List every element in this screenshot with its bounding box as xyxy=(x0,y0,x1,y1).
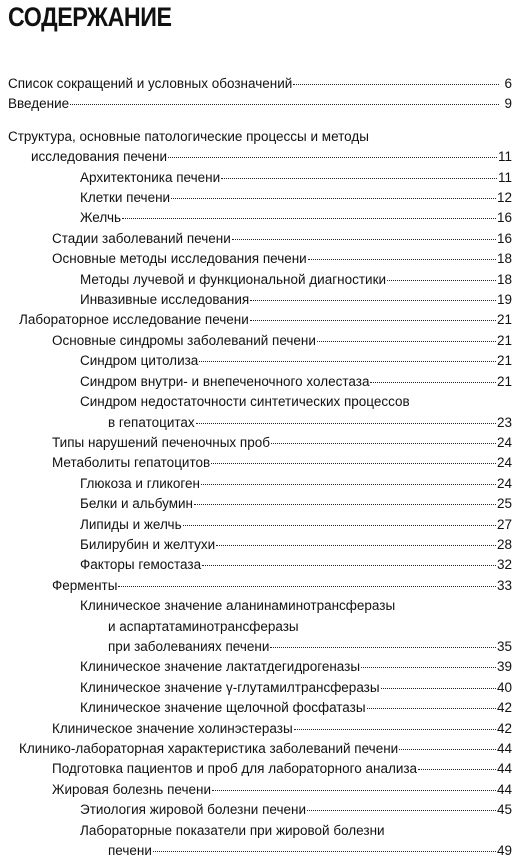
toc-entry-title-line: Типы нарушений печеночных проб xyxy=(52,434,270,450)
dot-leader xyxy=(168,156,497,158)
toc-entry[interactable] xyxy=(0,188,520,208)
toc-page-number: 44 xyxy=(496,761,512,777)
toc-entry[interactable] xyxy=(0,127,520,168)
toc-entry-title-line: Клиническое значение аланинаминотрансферазы xyxy=(80,598,396,614)
toc-page-number: 18 xyxy=(496,271,512,287)
dot-leader xyxy=(367,707,496,709)
toc-entry[interactable] xyxy=(0,270,520,290)
dot-leader xyxy=(212,789,496,791)
toc-entry-title-line: Стадии заболеваний печени xyxy=(52,230,231,246)
toc-page-number: 40 xyxy=(496,679,512,695)
toc-entry-title-line: в гепатоцитах xyxy=(108,414,195,430)
toc-entry[interactable] xyxy=(0,800,520,820)
dot-leader xyxy=(270,646,496,648)
toc-entry[interactable] xyxy=(0,739,520,759)
page-title: СОДЕРЖАНИЕ xyxy=(8,2,172,32)
dot-leader xyxy=(196,422,496,424)
dot-leader xyxy=(418,768,496,770)
toc-entry-title-line: Синдром внутри- и внепеченочного холестаза xyxy=(80,373,370,389)
toc-entry-title-line: Клиническое значение щелочной фосфатазы xyxy=(80,700,366,716)
toc-entry[interactable] xyxy=(0,719,520,739)
dot-leader xyxy=(271,442,496,444)
toc-entry[interactable] xyxy=(0,515,520,535)
dot-leader xyxy=(201,483,496,485)
toc-entry-title-line: Ферменты xyxy=(52,577,118,593)
toc-entry-title-line: и аспартатаминотрансферазы xyxy=(108,618,299,634)
toc-entry-title-line: Глюкоза и гликоген xyxy=(80,475,200,491)
toc-page-number: 21 xyxy=(496,332,512,348)
toc-page-number: 42 xyxy=(496,720,512,736)
toc-page-number: 18 xyxy=(496,251,512,267)
dot-leader xyxy=(70,103,499,105)
toc-entry[interactable] xyxy=(0,94,520,114)
toc-entry[interactable] xyxy=(0,433,520,453)
toc-entry-title-line: Список сокращений и условных обозначений xyxy=(8,76,293,91)
toc-entry-title-line: Клинико-лабораторная характеристика заболеваний печени xyxy=(19,741,399,756)
dot-leader xyxy=(387,279,496,281)
toc-page-number: 35 xyxy=(496,638,512,654)
dot-leader xyxy=(250,319,496,321)
toc-entry-title-line: Клиническое значение холинэстеразы xyxy=(52,720,293,736)
toc-entry[interactable] xyxy=(0,249,520,269)
toc-entry-title-line: Методы лучевой и функциональной диагностики xyxy=(80,271,387,287)
toc-entry[interactable] xyxy=(0,535,520,555)
toc-entry[interactable] xyxy=(0,759,520,779)
toc-entry-title-line: Белки и альбумин xyxy=(80,496,194,512)
toc-page-number: 11 xyxy=(497,169,512,185)
toc-page-number: 49 xyxy=(496,843,512,859)
toc-entry[interactable] xyxy=(0,392,520,433)
toc-page-number: 33 xyxy=(496,577,512,593)
dot-leader xyxy=(308,258,496,260)
toc-entry[interactable] xyxy=(0,229,520,249)
toc-page-number: 21 xyxy=(496,373,512,389)
toc-page-number: 39 xyxy=(496,659,512,675)
dot-leader xyxy=(294,728,496,730)
toc-entry[interactable] xyxy=(0,208,520,228)
toc-entry[interactable] xyxy=(0,310,520,330)
toc-page-number: 24 xyxy=(496,455,512,471)
toc-entry-title-line: Желчь xyxy=(80,210,122,226)
toc-entry[interactable] xyxy=(0,555,520,575)
toc-entry-title-line: Жировая болезнь печени xyxy=(52,781,211,797)
toc-entry-title-line: Инвазивные исследования xyxy=(80,292,250,308)
dot-leader xyxy=(361,666,496,668)
toc-page-number: 44 xyxy=(496,741,512,756)
table-of-contents xyxy=(0,74,520,861)
dot-leader xyxy=(381,687,496,689)
toc-entry[interactable] xyxy=(0,596,520,657)
toc-entry[interactable] xyxy=(0,453,520,473)
toc-entry[interactable] xyxy=(0,474,520,494)
toc-entry[interactable] xyxy=(0,168,520,188)
toc-entry[interactable] xyxy=(0,678,520,698)
toc-page-number: 45 xyxy=(496,802,512,818)
toc-entry[interactable] xyxy=(0,494,520,514)
dot-leader xyxy=(122,217,496,219)
toc-page-number: 25 xyxy=(496,496,512,512)
dot-leader xyxy=(118,585,496,587)
toc-page-number: 16 xyxy=(496,210,512,226)
dot-leader xyxy=(250,299,496,301)
toc-entry[interactable] xyxy=(0,351,520,371)
dot-leader xyxy=(232,238,496,240)
dot-leader xyxy=(370,381,496,383)
toc-page-number: 12 xyxy=(496,190,512,206)
dot-leader xyxy=(307,809,496,811)
toc-entry[interactable] xyxy=(0,698,520,718)
toc-entry-title-line: при заболеваниях печени xyxy=(108,638,270,654)
toc-entry-title-line: Липиды и желчь xyxy=(80,516,182,532)
dot-leader xyxy=(211,462,496,464)
toc-entry-title-line: Клиническое значение γ-глутамилтрансферазы xyxy=(80,679,380,695)
toc-entry[interactable] xyxy=(0,657,520,677)
toc-page-number: 23 xyxy=(496,414,512,430)
dot-leader xyxy=(194,503,496,505)
toc-entry-title-line: Структура, основные патологические процессы и методы xyxy=(8,128,369,144)
toc-page-number: 21 xyxy=(496,312,512,328)
toc-entry-title-line: Метаболиты гепатоцитов xyxy=(52,455,211,471)
toc-entry-title-line: Факторы гемостаза xyxy=(80,557,202,573)
dot-leader xyxy=(317,340,496,342)
dot-leader xyxy=(216,544,496,546)
toc-page-number: 28 xyxy=(496,536,512,552)
dot-leader xyxy=(202,564,496,566)
toc-entry[interactable] xyxy=(0,821,520,861)
toc-entry-title-line: Введение xyxy=(8,96,70,112)
toc-entry[interactable] xyxy=(0,290,520,310)
toc-entry-title-line: Билирубин и желтухи xyxy=(80,536,216,552)
toc-page-number: 21 xyxy=(496,353,512,369)
toc-entry-title-line: Подготовка пациентов и проб для лабораторного анализа xyxy=(52,761,418,777)
toc-entry[interactable] xyxy=(0,576,520,596)
toc-page-number: 44 xyxy=(496,781,512,797)
toc-entry[interactable] xyxy=(0,780,520,800)
toc-entry-title-line: исследования печени xyxy=(31,149,168,165)
toc-entry-title-line: Основные синдромы заболеваний печени xyxy=(52,332,316,348)
toc-page-number: 6 xyxy=(504,76,512,91)
toc-page-number: 19 xyxy=(496,292,512,308)
toc-page-number: 32 xyxy=(496,557,512,573)
toc-page-number: 42 xyxy=(496,700,512,716)
toc-entry[interactable] xyxy=(0,74,520,94)
toc-page-number: 27 xyxy=(496,516,512,532)
toc-page-number: 11 xyxy=(497,149,512,165)
toc-entry-title-line: Клиническое значение лактатдегидрогеназы xyxy=(80,659,361,675)
section-gap xyxy=(0,115,520,127)
dot-leader xyxy=(153,850,496,852)
toc-entry-title-line: печени xyxy=(108,843,152,859)
toc-entry-title-line: Архитектоника печени xyxy=(80,169,221,185)
dot-leader xyxy=(183,524,496,526)
dot-leader xyxy=(399,748,496,750)
toc-entry-title-line: Синдром недостаточности синтетических процессов xyxy=(80,394,410,410)
dot-leader xyxy=(171,197,496,199)
toc-page-number: 24 xyxy=(496,434,512,450)
toc-entry-title-line: Этиология жировой болезни печени xyxy=(80,802,306,818)
dot-leader xyxy=(293,83,499,85)
toc-entry[interactable] xyxy=(0,372,520,392)
dot-leader xyxy=(199,360,496,362)
toc-entry-title-line: Основные методы исследования печени xyxy=(52,251,307,267)
toc-entry[interactable] xyxy=(0,331,520,351)
toc-entry-title-line: Клетки печени xyxy=(80,190,171,206)
toc-page-number: 24 xyxy=(496,475,512,491)
toc-page-number: 16 xyxy=(496,230,512,246)
toc-entry-title-line: Лабораторные показатели при жировой болезни xyxy=(80,822,385,838)
toc-page-number: 9 xyxy=(504,96,512,112)
toc-entry-title-line: Синдром цитолиза xyxy=(80,353,199,369)
dot-leader xyxy=(221,177,497,179)
toc-entry-title-line: Лабораторное исследование печени xyxy=(19,312,249,328)
